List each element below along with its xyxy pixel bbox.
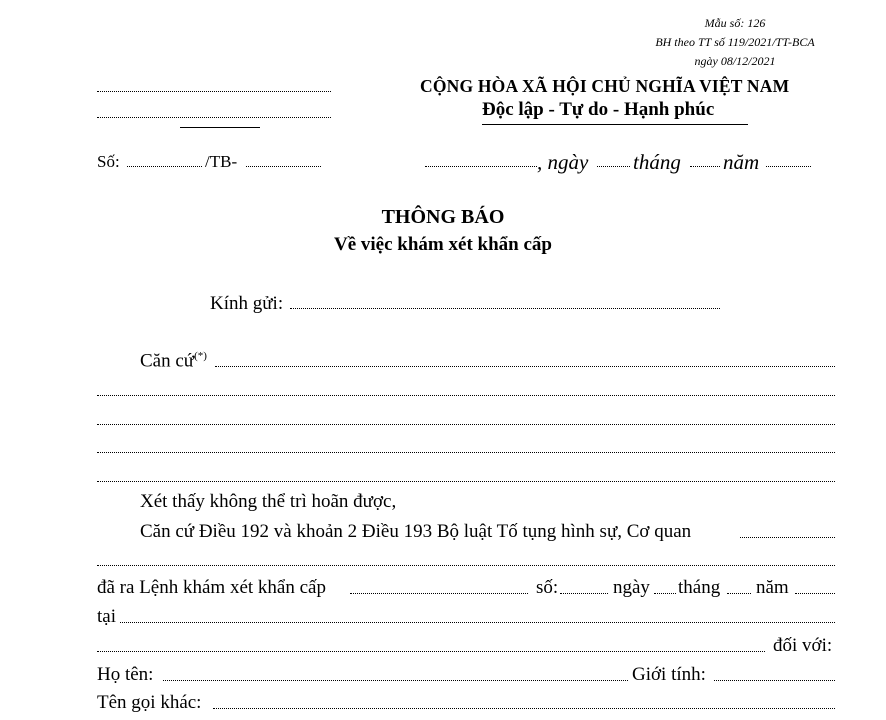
basis-field-line-1[interactable] (215, 366, 835, 367)
order-month-field[interactable] (727, 593, 751, 594)
agency-name-line-1[interactable] (97, 91, 331, 92)
document-subtitle: Về việc khám xét khẩn cấp (334, 234, 552, 255)
basis-field-line-4[interactable] (97, 452, 835, 453)
form-date: ngày 08/12/2021 (694, 54, 776, 68)
doc-number-suffix: /TB- (205, 152, 238, 171)
national-motto: Độc lập - Tự do - Hạnh phúc (482, 99, 715, 120)
date-day-field[interactable] (597, 166, 630, 167)
basis-field-line-2[interactable] (97, 395, 835, 396)
location-field-continued[interactable] (97, 651, 765, 652)
basis-field-line-3[interactable] (97, 424, 835, 425)
basis-label: Căn cứ(*) (140, 350, 207, 372)
order-number-label: số: (536, 577, 559, 598)
recipient-label: Kính gửi: (210, 293, 284, 314)
body-paragraph-2: Căn cứ Điều 192 và khoản 2 Điều 193 Bộ luật Tố tụng hình sự, Cơ quan (140, 521, 692, 542)
order-prefix: đã ra Lệnh khám xét khẩn cấp (97, 577, 326, 598)
date-month-field[interactable] (690, 166, 720, 167)
gender-field[interactable] (714, 680, 835, 681)
form-legal-basis: BH theo TT số 119/2021/TT-BCA (655, 35, 815, 49)
date-year-label: năm (723, 150, 760, 174)
agency-name-line-2[interactable] (97, 117, 331, 118)
order-description-field[interactable] (350, 593, 528, 594)
nation-heading: CỘNG HÒA XÃ HỘI CHỦ NGHĨA VIỆT NAM (420, 76, 790, 96)
basis-field-line-5[interactable] (97, 481, 835, 482)
doc-number-label: Số: (97, 152, 120, 171)
order-year-field[interactable] (795, 593, 835, 594)
place-field[interactable] (425, 166, 537, 167)
date-month-label: tháng (633, 150, 681, 174)
doc-symbol-field[interactable] (246, 166, 321, 167)
agency-field-continued[interactable] (97, 565, 835, 566)
order-month-label: tháng (678, 577, 721, 598)
full-name-field[interactable] (163, 680, 628, 681)
full-name-label: Họ tên: (97, 664, 154, 685)
doc-number-field[interactable] (127, 166, 202, 167)
basis-footnote-mark: (*) (194, 350, 207, 362)
gender-label: Giới tính: (632, 664, 706, 685)
document-title: THÔNG BÁO (381, 206, 505, 228)
body-paragraph-1: Xét thấy không thể trì hoãn được, (140, 491, 397, 512)
location-field[interactable] (120, 622, 835, 623)
against-label: đối với: (773, 635, 833, 656)
order-day-field[interactable] (654, 593, 676, 594)
order-number-field[interactable] (560, 593, 608, 594)
order-year-label: năm (756, 577, 789, 598)
order-day-label: ngày (613, 577, 650, 598)
agency-underline (180, 127, 260, 128)
alias-label: Tên gọi khác: (97, 692, 202, 713)
form-number: Mẫu số: 126 (704, 16, 766, 30)
location-label: tại (97, 606, 116, 627)
date-day-label: , ngày (537, 150, 589, 174)
alias-field[interactable] (213, 708, 835, 709)
motto-underline (482, 124, 748, 125)
date-year-field[interactable] (766, 166, 811, 167)
recipient-field[interactable] (290, 308, 720, 309)
agency-field[interactable] (740, 537, 835, 538)
